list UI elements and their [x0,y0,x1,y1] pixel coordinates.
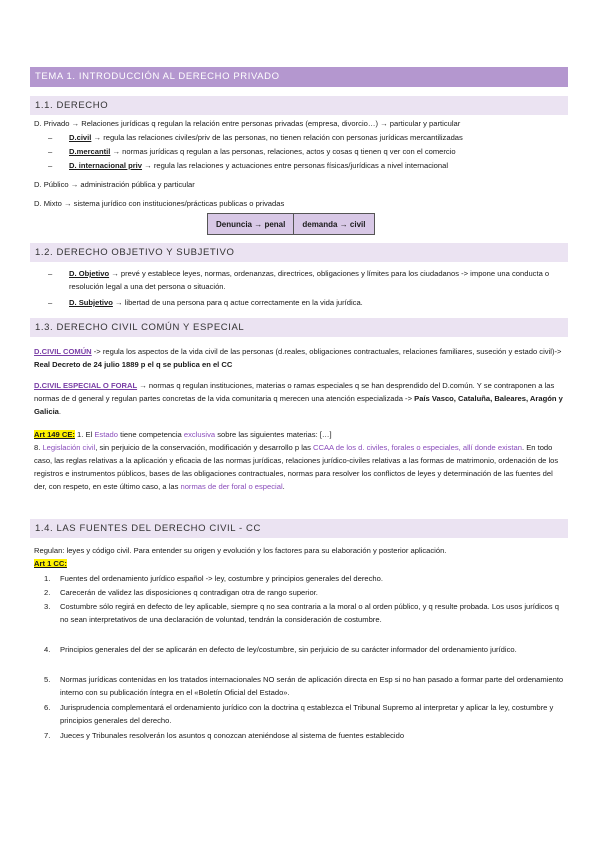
list-item [48,131,564,144]
numbered-item [44,586,564,599]
item-number: 5. [44,675,51,684]
term: D. Subjetivo [69,298,113,307]
section-heading-1-4: 1.4. LAS FUENTES DEL DERECHO CIVIL - CC [30,519,568,538]
item-text: Fuentes del ordenamiento jurídico español -> ley, costumbre y principios generales del derecho. [60,574,383,583]
art-149-paragraph [34,428,564,493]
highlight-run: Estado [94,430,119,439]
item-number: 4. [44,645,51,654]
item-number: 1. [44,574,51,583]
item-text: Carecerán de validez las disposiciones q contradigan otra de rango superior. [60,588,318,597]
definition: → prevé y establece leyes, normas, ordenanzas, directrices, obligaciones y límites para los ciudadanos -> impone una conducta o resolución legal a una det persona o situación. [69,269,550,291]
civil-comun-paragraph [34,345,564,371]
civil-especial-text: → normas q regulan instituciones, materias o ramas especiales q se han desprendido del D.común. Y se contraponen a las normas de d general y regulan partes concretas de la vida comunitaria q merecen una atención especializada -> [34,381,555,403]
list-item [48,145,564,158]
definition: → regula las relaciones y actuaciones entre personas físicas/jurídicas a nivel internacional [142,161,449,170]
term: D.civil [69,133,92,142]
denuncia-demanda-table [207,213,375,235]
highlight-run: exclusiva [183,430,216,439]
civil-especial-term: D.CIVIL ESPECIAL O FORAL [34,381,138,390]
item-number: 6. [44,703,51,712]
civil-especial-paragraph: D.CIVIL ESPECIAL O FORAL → normas q regulan instituciones, materias o ramas especiales q se han desprendido del D.común. Y se contraponen a las normas de d general y regulan partes concretas de la vida comunitaria q merecen una atención especializada -> País Vasco, Cataluña, Baleares, Aragón y Galicia. [34,381,563,416]
dash: – [48,298,53,307]
term: D. internacional priv [69,161,143,170]
definition: → normas jurídicas q regulan a las personas, relaciones, actos y cosas q tienen q ver con el comercio [110,147,456,156]
derecho-publico-line: D. Público → administración pública y particular [34,180,195,189]
art-1-label-line [34,557,564,570]
section-heading-1-1: 1.1. DERECHO [30,96,568,115]
fuentes-intro: Regulan: leyes y código civil. Para entender su origen y evolución y los factores para su elaboración y posterior aplicación. [34,546,447,555]
numbered-item [44,643,564,656]
text-run: . [282,482,285,491]
list-item [48,159,564,172]
item-number: 2. [44,588,51,597]
table-cell-denuncia: Denuncia → penal [208,214,294,235]
text-run: 8. [34,443,43,452]
item-number: 7. [44,731,51,740]
numbered-item [44,701,564,727]
regions-text: País Vasco, Cataluña, Baleares, Aragón y Galicia [34,394,563,416]
text-run: , sin perjuicio de la conservación, modificación y desarrollo p las [95,443,314,452]
chapter-heading: TEMA 1. INTRODUCCIÓN AL DERECHO PRIVADO [30,67,568,87]
numbered-item [44,729,564,742]
term: D. Objetivo [69,269,110,278]
item-text: Costumbre sólo regirá en defecto de ley aplicable, siempre q no sea contraria a la moral o al orden público, y q resulte probada. Los usos jurídicos q no sean interpretativos de una declaración de voluntad, tendrán la consideración de costumbre. [60,602,559,624]
real-decreto-text: Real Decreto de 24 julio 1889 p el q se publica en el CC [34,360,233,369]
dash: – [48,161,53,170]
section-heading-1-3: 1.3. DERECHO CIVIL COMÚN Y ESPECIAL [30,318,568,337]
table-cell-demanda: demanda → civil [294,214,374,235]
civil-comun-term: D.CIVIL COMÚN [34,347,92,356]
item-text: Principios generales del der se aplicarán en defecto de ley/costumbre, sin perjuicio de su carácter informador del ordenamiento jurídico. [60,645,517,654]
item-number: 3. [44,602,51,611]
derecho-mixto-line: D. Mixto → sistema jurídico con instituciones/prácticas publicas o privadas [34,199,285,208]
dash: – [48,147,53,156]
list-item [48,296,564,309]
derecho-privado-line [34,117,564,130]
term: D.mercantil [69,147,111,156]
definition: → regula las relaciones civiles/priv de las personas, no tienen relación con personas jurídicas mercantilizadas [91,133,463,142]
definition: → libertad de una persona para q actue correctamente en la vida jurídica. [112,298,363,307]
dash: – [48,133,53,142]
text-run: sobre las siguientes materias: […] [215,430,332,439]
text-run: . En todo caso, las reglas relativas a la aplicación y eficacia de las normas jurídicas, relaciones jurídico-civiles relativas a las formas de matrimonio, ordenación de los registros e instrumentos públicos, bases de las obligaciones contractuales, normas para resolver los conflictos de leyes y determinación de las fuentes del der, con respeto, en este último caso, a las [34,443,559,491]
civil-comun-text: -> regula los aspectos de la vida civil de las personas (d.reales, obligaciones contractuales, relaciones familiares, suseción y estado civil)-> [91,347,562,356]
article-label: Art 1 CC: [34,559,67,568]
privado-text: D. Privado → Relaciones jurídicas q regulan la relación entre personas privadas (empresa, divorcio…) → particular y particular [34,119,461,128]
item-text: Jurisprudencia complementará el ordenamiento jurídico con la doctrina q establezca el Tribunal Supremo al interpretar y aplicar la ley, costumbre y principios generales del derecho. [60,703,554,725]
highlight-run: CCAA de los d. civiles, forales o especiales, allí donde existan [313,443,522,452]
numbered-item [44,673,564,699]
numbered-item [44,572,564,585]
highlight-run: Legislación civil [42,443,96,452]
item-text: Normas jurídicas contenidas en los tratados internacionales NO serán de aplicación directa en Esp si no han pasado a formar parte del ordenamiento interno con su publicación íntegra en el «Boletín Oficial del Estado». [60,675,564,697]
highlight-run: normas de der foral o especial [180,482,283,491]
numbered-item [44,600,564,626]
text-run: tiene competencia [118,430,184,439]
item-text: Jueces y Tribunales resolverán los asuntos q conozcan ateniéndose al sistema de fuentes establecido [60,731,405,740]
list-item [48,267,564,293]
dash: – [48,269,53,278]
text-run: 1. El [74,430,95,439]
article-label: Art 149 CE: [34,430,75,439]
section-heading-1-2: 1.2. DERECHO OBJETIVO Y SUBJETIVO [30,243,568,262]
